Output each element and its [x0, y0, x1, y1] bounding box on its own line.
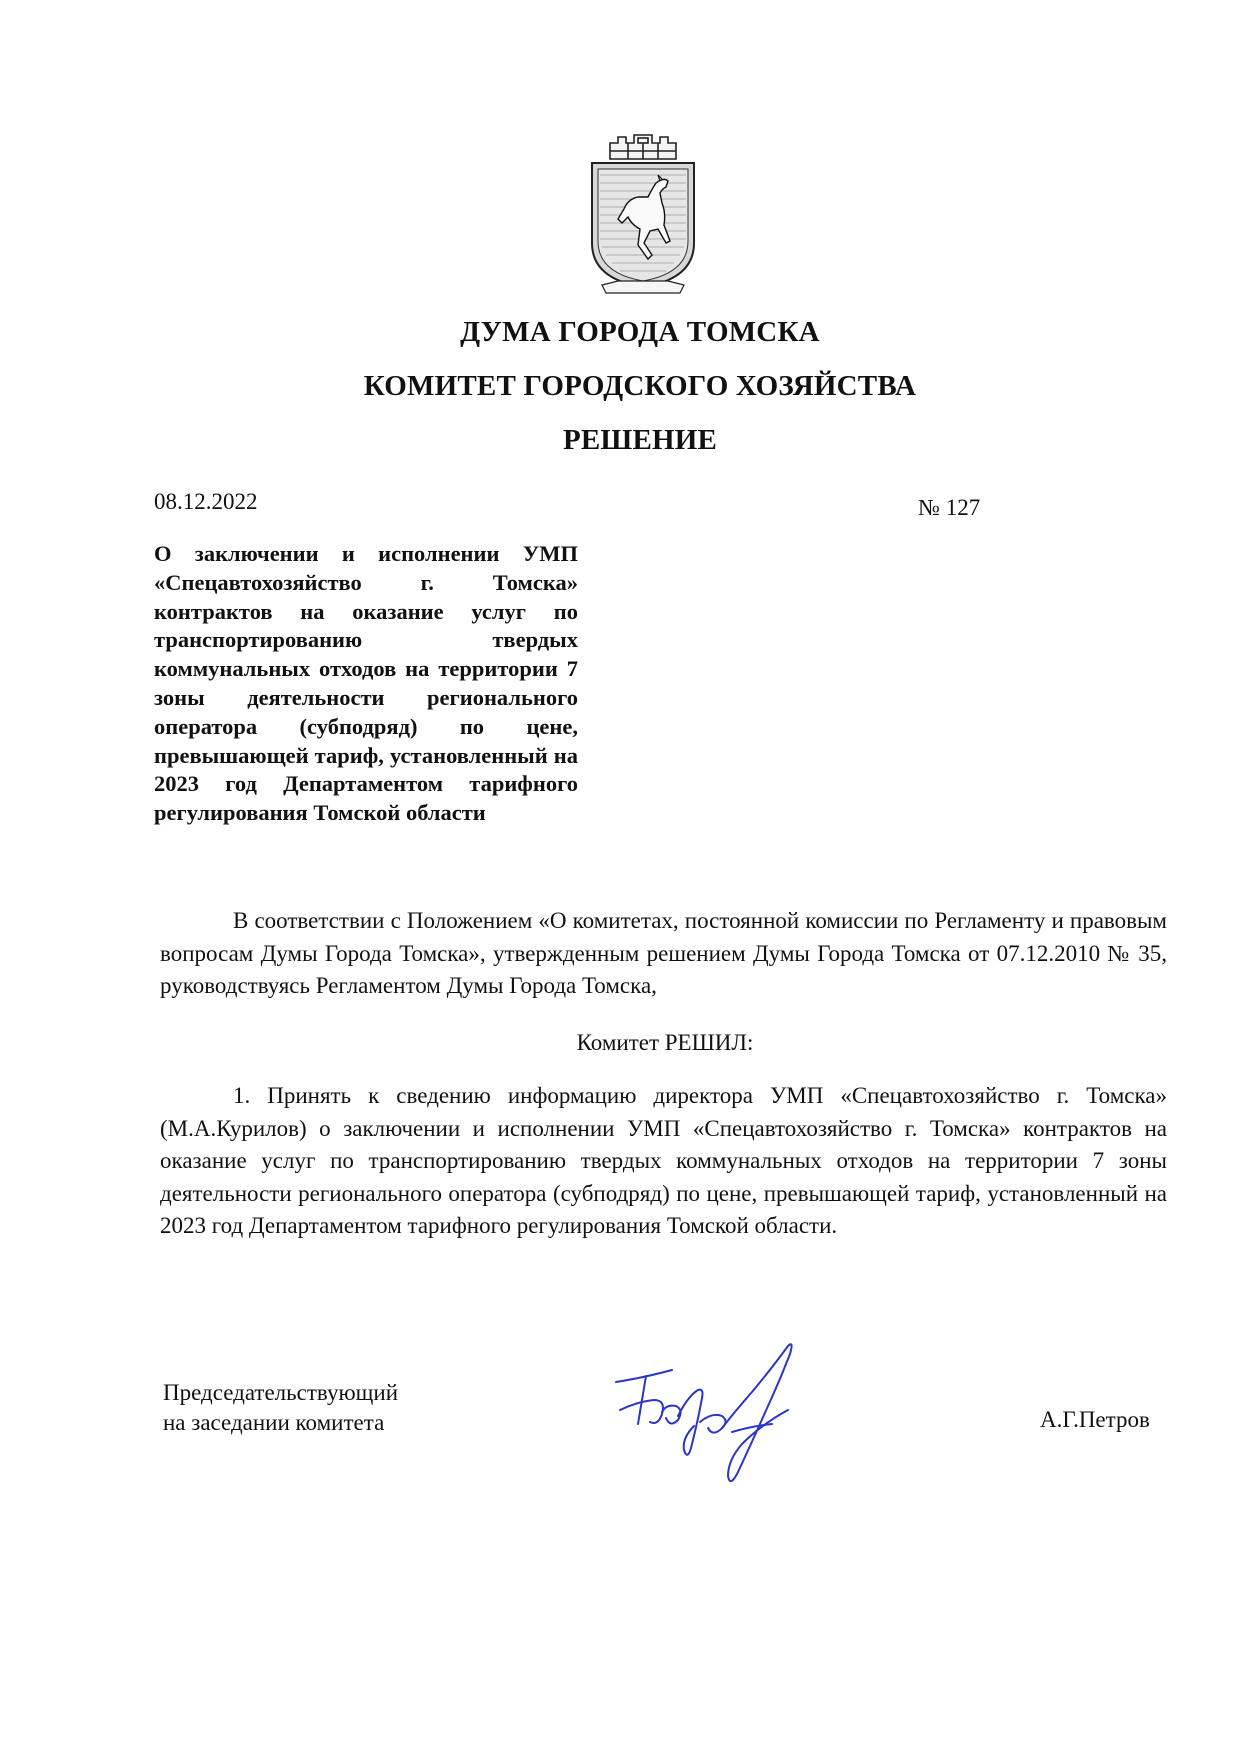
document-date: 08.12.2022: [154, 489, 258, 514]
decision-item-1: 1. Принять к сведению информацию директора УМП «Спецавтохозяйство г. Томска» (М.А.Курилов) о заключении и исполнении УМП «Спецавтохозяйство г. Томска» контрактов на оказание услуг по транспортированию твердых коммунальных отходов на территории 7 зоны деятельности регионального оператора (субподряд) по цене, превышающей тариф, установленный на 2023 год Департаментом тарифного регулирования Томской области.: [160, 1083, 1167, 1238]
document-number: № 127: [918, 495, 981, 520]
signatory-position-line1: Председательствующий: [163, 1380, 398, 1405]
signatory-position: [163, 1378, 398, 1438]
preamble-paragraph: В соответствии с Положением «О комитетах, постоянной комиссии по Регламенту и правовым вопросам Думы Города Томска», утвержденным решением Думы Города Томска от 07.12.2010 № 35, руководствуясь Регламентом Думы Города Томска,: [160, 908, 1167, 998]
handwritten-signature: [612, 1340, 832, 1490]
decision-heading: Комитет РЕШИЛ:: [576, 1030, 754, 1055]
signatory-name: А.Г.Петров: [1040, 1407, 1150, 1432]
committee-name: КОМИТЕТ ГОРОДСКОГО ХОЗЯЙСТВА: [363, 370, 917, 402]
signatory-position-line2: на заседании комитета: [163, 1410, 385, 1435]
document-type-title: РЕШЕНИЕ: [562, 424, 718, 456]
organization-name: ДУМА ГОРОДА ТОМСКА: [460, 316, 820, 348]
document-subject: О заключении и исполнении УМП «Спецавтохозяйство г. Томска» контрактов на оказание услуг по транспортированию твердых коммунальных отходов на территории 7 зоны деятельности регионального оператора (субподряд) по цене, превышающей тариф, установленный на 2023 год Департаментом тарифного регулирования Томской области: [154, 541, 578, 826]
tomsk-coat-of-arms-icon: [588, 133, 698, 305]
